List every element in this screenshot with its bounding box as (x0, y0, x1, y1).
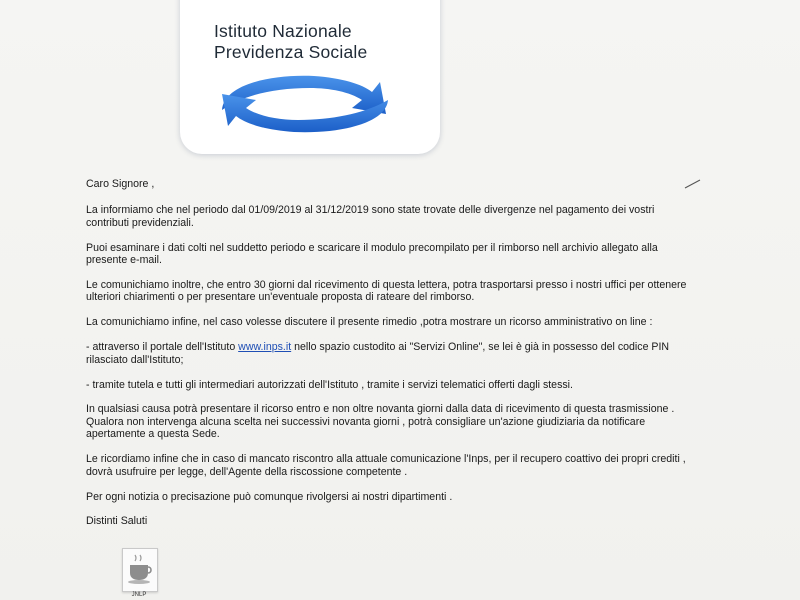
paragraph-3-line-2: ulteriori chiarimenti o per presentare un'eventuale proposta di rateare del rimborso. (86, 291, 475, 304)
inps-logo (180, 0, 440, 154)
attachment-label: JNLP (131, 592, 147, 598)
paragraph-5-post: nello spazio custodito ai "Servizi Online", se lei è già in possesso del codice PIN (291, 341, 670, 354)
letter-body (86, 178, 741, 528)
file-icon (122, 548, 158, 592)
paragraph-7-line-2: Qualora non intervenga alcuna scelta nei successivi novanta giorni , potrà consigliare un'azione giudiziaria da notificare (86, 415, 646, 428)
inps-website-link[interactable]: www.inps.it (238, 341, 292, 354)
paragraph-2-line-2: presente e-mail. (86, 254, 162, 267)
paragraph-1-line-1: La informiamo che nel periodo dal 01/09/2019 al 31/12/2019 sono state trovate delle divergenze nel pagamento dei vostri (86, 204, 655, 217)
paragraph-3-line-1: Le comunichiamo inoltre, che entro 30 giorni dal ricevimento di questa lettera, potra trasportarsi presso i nostri uffici per ottenere (86, 279, 687, 292)
paragraph-5-pre: - attraverso il portale dell'Istituto (86, 341, 239, 354)
institute-name-line1: Istituto Nazionale (214, 21, 352, 41)
paragraph-4: La comunichiamo infine, nel caso volesse discutere il presente rimedio ,potra mostrare un ricorso amministrativo on line : (86, 316, 653, 329)
paragraph-1-line-2: contributi previdenziali. (86, 216, 194, 229)
salutation: Caro Signore , (86, 178, 155, 190)
paragraph-2-line-1: Puoi esaminare i dati colti nel suddetto periodo e scaricare il modulo precompilato per il rimborso nell archivio allegato alla (86, 241, 658, 254)
paragraph-8-line-1: Le ricordiamo infine che in caso di mancato riscontro alla attuale comunicazione l'Inps, per il recupero coattivo dei propri crediti , (86, 453, 686, 466)
paragraph-8-line-2: dovrà usufruire per legge, dell'Agente della riscossione competente . (86, 465, 408, 478)
java-coffee-cup-icon (123, 549, 157, 591)
paragraph-7-line-1: In qualsiasi causa potrà presentare il ricorso entro e non oltre novanta giorni dalla data di ricevimento di questa trasmissione . (86, 403, 675, 416)
circular-arrows-icon (202, 70, 402, 143)
paragraph-5-line-2: rilasciato dall'Istituto; (86, 353, 184, 366)
paragraph-9: Per ogni notizia o precisazione può comunque rivolgersi ai nostri dipartimenti . (86, 490, 453, 503)
paragraph-5-line-1 (86, 341, 741, 353)
closing: Distinti Saluti (86, 515, 148, 528)
institute-name-line2: Previdenza Sociale (214, 42, 368, 62)
paragraph-7-line-3: apertamente a questa Sede. (86, 428, 220, 441)
paragraph-6: - tramite tutela e tutti gli intermediari autorizzati dell'Istituto , tramite i servizi telematici offerti dagli stessi. (86, 378, 573, 391)
institute-name (214, 21, 367, 63)
jnlp-attachment[interactable] (118, 548, 158, 600)
